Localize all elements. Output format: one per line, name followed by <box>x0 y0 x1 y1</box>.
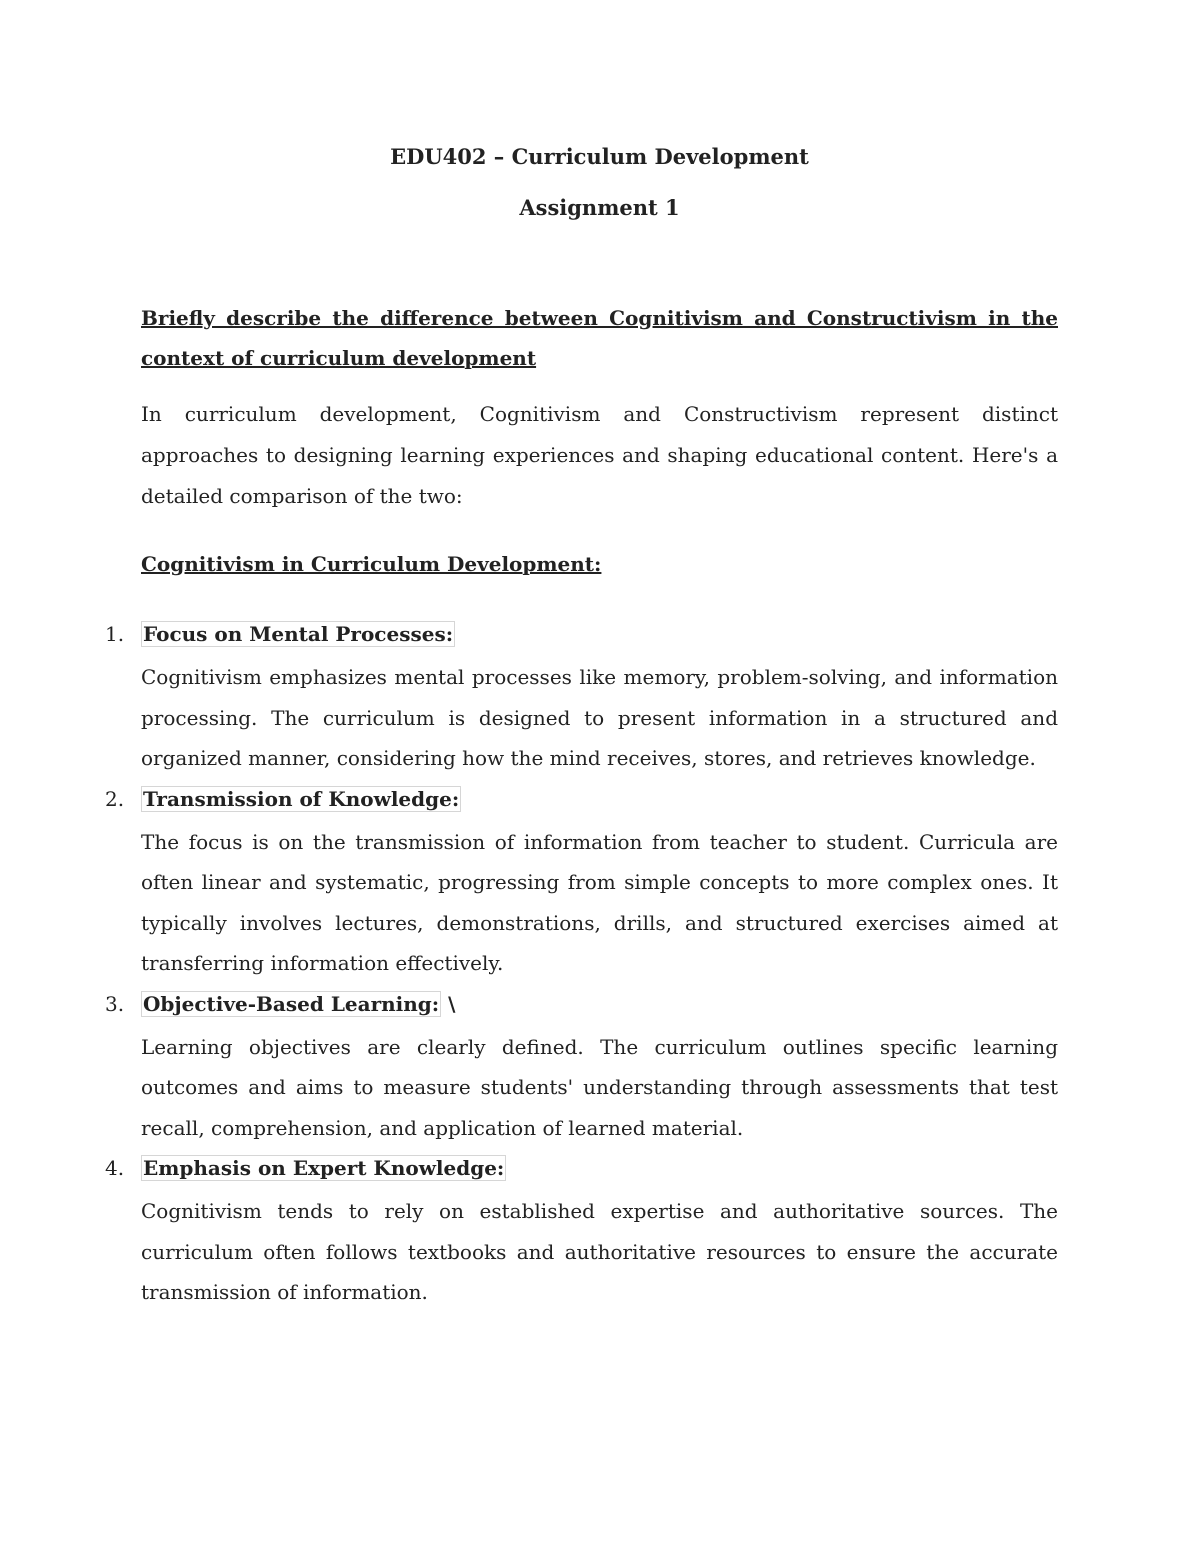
list-item-number: 4. <box>105 1156 125 1180</box>
document-title: EDU402 – Curriculum Development <box>390 144 809 169</box>
list-item-number: 1. <box>105 622 125 646</box>
document-subtitle: Assignment 1 <box>519 195 680 220</box>
list-item-number: 2. <box>105 786 125 811</box>
question-heading: Briefly describe the difference between Cognitivism and Constructivism in the context of curriculum development <box>141 306 1058 370</box>
list-item-title-text: Focus on Mental Processes: <box>143 622 454 646</box>
list-item-body: Cognitivism emphasizes mental processes like memory, problem-solving, and information processing. The curriculum is designed to present information in a structured and organized manner, considering how the mind receives, stores, and retrieves knowledge. <box>141 665 1058 770</box>
list-item <box>105 1148 1058 1313</box>
list-item-title-text: Emphasis on Expert Knowledge: <box>143 1156 505 1180</box>
list-item-title-text: Transmission of Knowledge: <box>143 786 460 811</box>
list-item-body: The focus is on the transmission of information from teacher to student. Curricula are often linear and systematic, progressing from simple concepts to more complex ones. It typically involves lectures, demonstrations, drills, and structured exercises aimed at transferring information effectively. <box>141 829 1058 975</box>
points-list <box>105 614 1058 1313</box>
list-item-title <box>141 779 1058 819</box>
list-item <box>105 614 1058 779</box>
section-heading: Cognitivism in Curriculum Development: <box>141 552 602 576</box>
list-item <box>105 779 1058 984</box>
list-item <box>105 984 1058 1149</box>
list-item-body: Cognitivism tends to rely on established expertise and authoritative sources. The curriculum often follows textbooks and authoritative resources to ensure the accurate transmission of information. <box>141 1199 1058 1304</box>
intro-paragraph: In curriculum development, Cognitivism and Constructivism represent distinct approaches to designing learning experiences and shaping educational content. Here's a detailed comparison of the two: <box>141 402 1058 508</box>
list-item-title <box>141 984 1058 1024</box>
list-item-title <box>141 614 1058 654</box>
list-item-title <box>141 1148 1058 1188</box>
list-item-title-suffix: \ <box>441 991 456 1016</box>
list-item-number: 3. <box>105 991 125 1016</box>
document-content <box>105 138 1058 1313</box>
list-item-title-text: Objective-Based Learning: <box>143 991 440 1016</box>
list-item-body: Learning objectives are clearly defined. The curriculum outlines specific learning outcomes and aims to measure students' understanding through assessments that test recall, comprehension, and application of learned material. <box>141 1034 1058 1140</box>
